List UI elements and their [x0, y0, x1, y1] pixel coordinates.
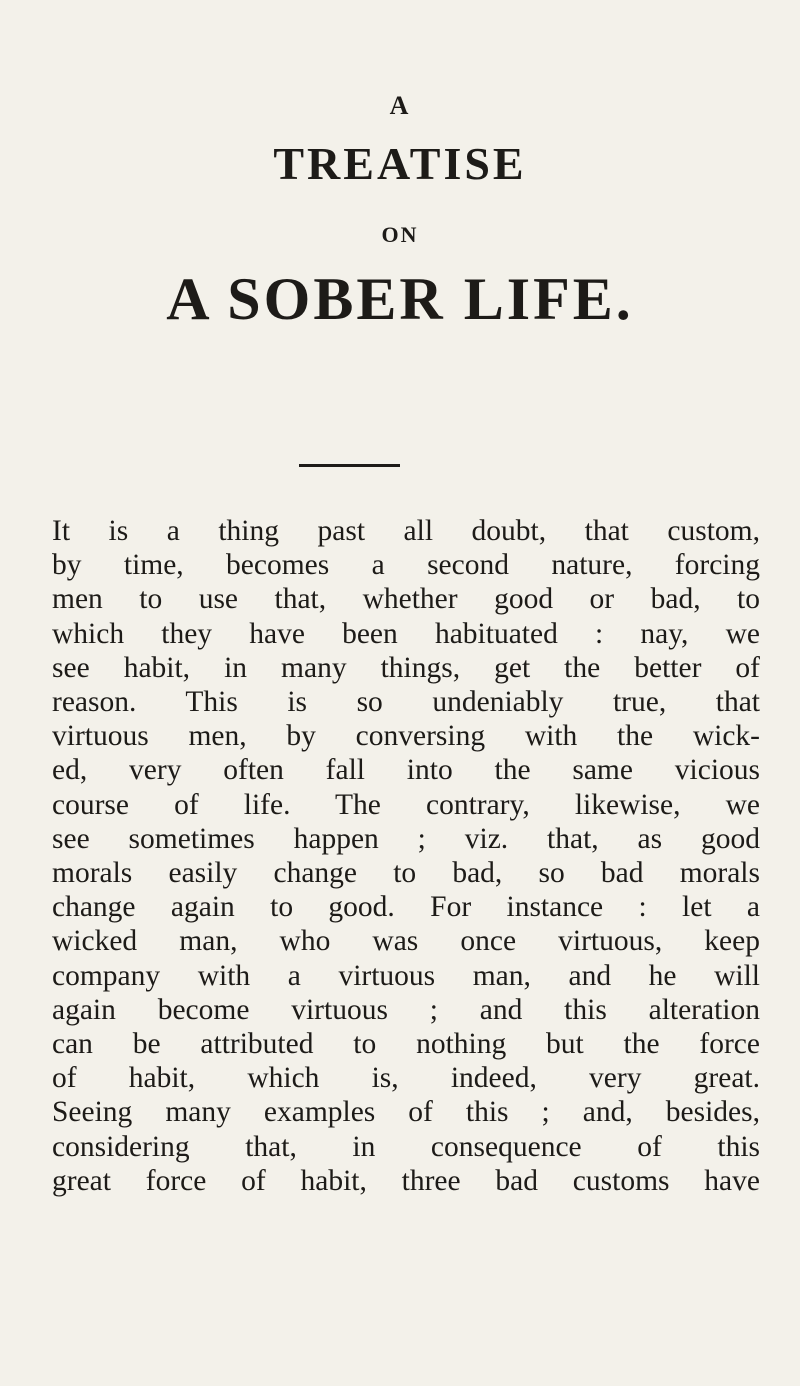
text-line: see habit, in many things, get the better of: [52, 651, 760, 684]
text-line: by time, becomes a second nature, forcing: [52, 549, 760, 582]
text-line: see sometimes happen ; viz. that, as good: [52, 822, 760, 855]
text-line: virtuous men, by conversing with the wick-: [52, 720, 760, 753]
text-line: morals easily change to bad, so bad morals: [52, 857, 760, 890]
text-line: men to use that, whether good or bad, to: [52, 583, 760, 616]
text-line: It is a thing past all doubt, that custom,: [52, 515, 760, 547]
title-line-article: A: [389, 91, 411, 120]
title-divider-rule: [299, 464, 400, 467]
text-line: can be attributed to nothing but the force: [52, 1028, 760, 1061]
text-line: of habit, which is, indeed, very great.: [52, 1062, 760, 1095]
text-line: considering that, in consequence of this: [52, 1130, 760, 1163]
text-line: company with a virtuous man, and he will: [52, 959, 760, 992]
text-line: which they have been habituated : nay, we: [52, 617, 760, 650]
text-line: change again to good. For instance : let a: [52, 891, 760, 924]
body-paragraph: [52, 514, 760, 1198]
title-line-treatise: TREATISE: [273, 138, 527, 189]
title-line-on: ON: [381, 222, 419, 247]
title-block: [0, 90, 800, 335]
title-line-sober-life: A SOBER LIFE.: [166, 266, 634, 332]
text-line: wicked man, who was once virtuous, keep: [52, 925, 760, 958]
text-line: course of life. The contrary, likewise, we: [52, 788, 760, 821]
text-line: again become virtuous ; and this alteration: [52, 993, 760, 1026]
text-line: ed, very often fall into the same vicious: [52, 754, 760, 787]
text-line: reason. This is so undeniably true, that: [52, 686, 760, 719]
text-line: Seeing many examples of this ; and, besides,: [52, 1096, 760, 1129]
text-line: great force of habit, three bad customs have: [52, 1164, 760, 1197]
